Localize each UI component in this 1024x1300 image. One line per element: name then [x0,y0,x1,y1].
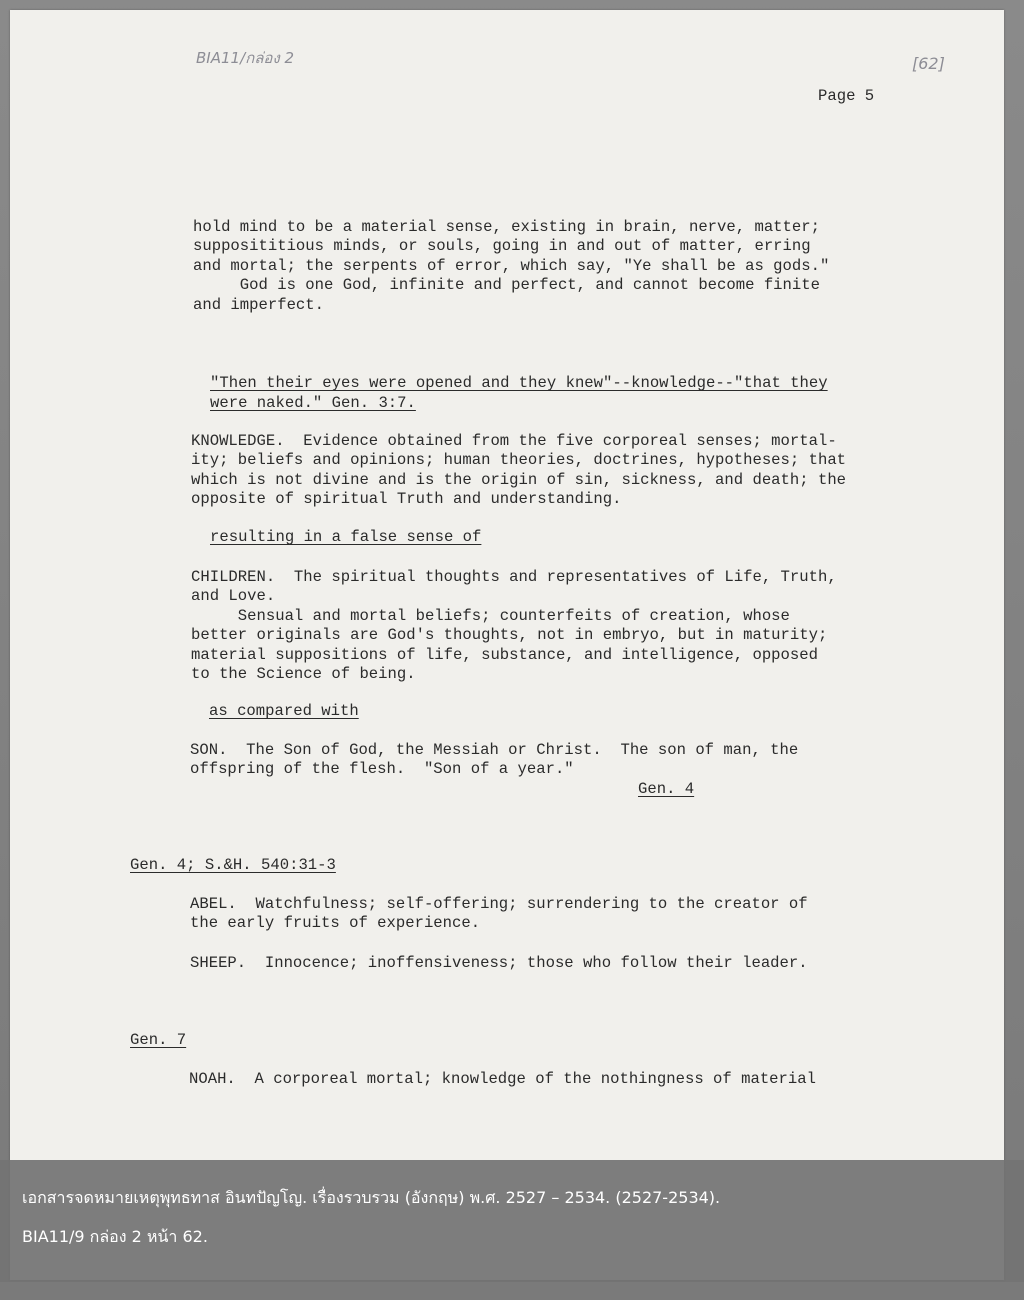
paragraph-hold-mind: hold mind to be a material sense, existing in brain, nerve, matter; supposititious minds, or souls, going in and out of matter, erring and mortal; the serpents of error, which say, "Ye shall be as gods." God is one God, infinite and perfect, and cannot become finite and imperfect. [193,218,830,314]
quote-line-1: "Then their eyes were opened and they knew"--knowledge--"that they [210,374,828,392]
section-heading-gen-7: Gen. 7 [130,1031,187,1049]
page-label: Page 5 [818,87,875,105]
definition-noah: NOAH. A corporeal mortal; knowledge of the nothingness of material [189,1070,816,1088]
definition-children: CHILDREN. The spiritual thoughts and representatives of Life, Truth, and Love. Sensual and mortal beliefs; counterfeits of creation, whose better originals are God's thoughts, not in embryo, but in maturity; material suppositions of life, substance, and intelligence, opposed to the Science of being. [191,568,837,684]
connector-compared: as compared with [209,702,359,720]
section-heading-gen-4: Gen. 4; S.&H. 540:31-3 [130,856,336,874]
definition-knowledge: KNOWLEDGE. Evidence obtained from the five corporeal senses; mortal- ity; beliefs and opinions; human theories, doctrines, hypotheses; that which is not divine and is the origin of sin, sickness, and death; the opposite of spiritual Truth and understanding. [191,432,847,509]
definition-son: SON. The Son of God, the Messiah or Christ. The son of man, the offspring of the flesh. "Son of a year." [190,741,799,779]
reference-gen-4: Gen. 4 [638,780,695,798]
archive-caption-bar [0,1160,1024,1282]
definition-abel: ABEL. Watchfulness; self-offering; surrendering to the creator of the early fruits of experience. [190,895,808,933]
caption-title: เอกสารจดหมายเหตุพุทธทาส อินทปัญโญ. เรื่องรวบรวม (อังกฤษ) พ.ศ. 2527 – 2534. (2527-2534). [22,1188,721,1207]
handwritten-archive-ref: BIA11/กล่อง 2 [196,49,295,67]
handwritten-page-number: [62] [912,54,945,73]
quote-line-2: were naked." Gen. 3:7. [210,394,416,412]
caption-reference: BIA11/9 กล่อง 2 หน้า 62. [22,1227,208,1246]
definition-sheep: SHEEP. Innocence; inoffensiveness; those who follow their leader. [190,954,808,972]
connector-resulting: resulting in a false sense of [210,528,482,546]
document-page [10,10,1004,1280]
